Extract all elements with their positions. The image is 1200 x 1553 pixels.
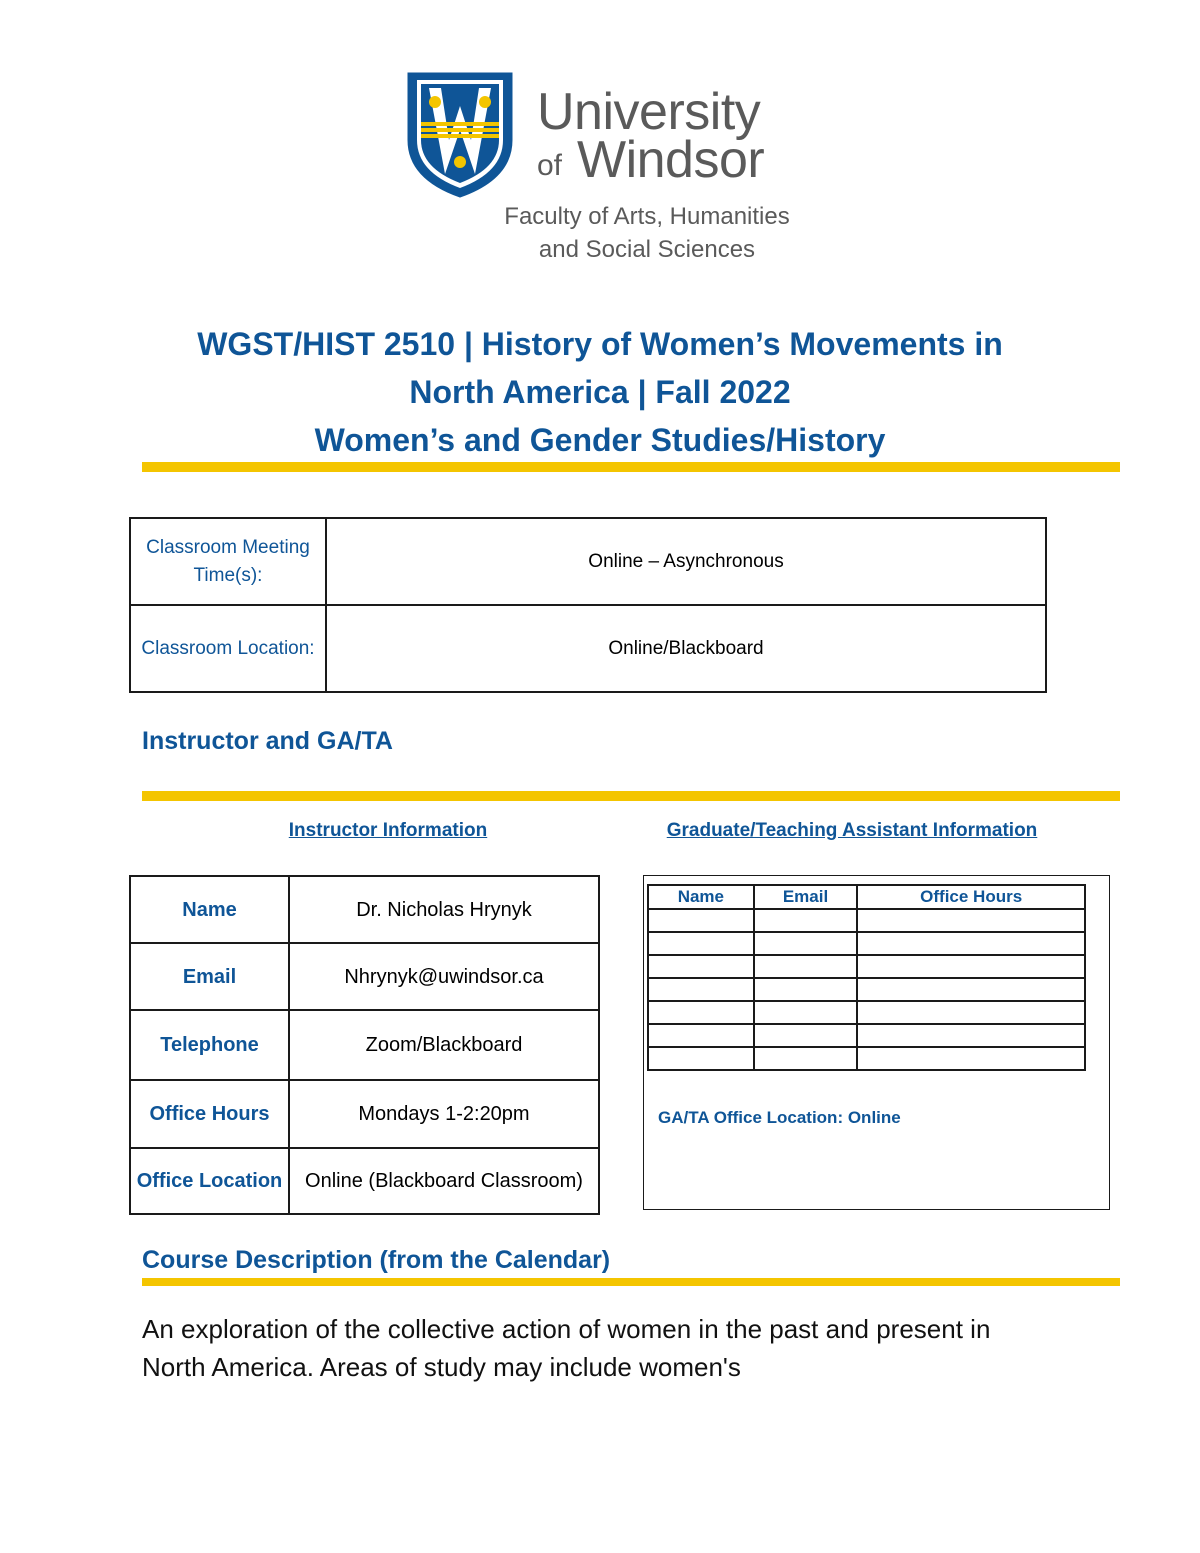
instructor-name-value: Dr. Nicholas Hrynyk [289, 876, 599, 943]
instructor-office-hours-label: Office Hours [130, 1080, 289, 1148]
ga-email-column-header: Email [754, 885, 858, 909]
table-cell [857, 978, 1085, 1001]
table-cell [754, 1024, 858, 1047]
classroom-time-label: Classroom Meeting Time(s): [130, 518, 326, 605]
table-cell [754, 978, 858, 1001]
table-cell [754, 932, 858, 955]
university-crest-icon [405, 70, 515, 198]
table-row [648, 955, 1085, 978]
table-cell [648, 1047, 754, 1070]
table-row [648, 909, 1085, 932]
table-row [130, 1148, 599, 1214]
instructor-email-value[interactable]: Nhrynyk@uwindsor.ca [289, 943, 599, 1010]
instructor-telephone-value: Zoom/Blackboard [289, 1010, 599, 1080]
faculty-name: Faculty of Arts, Humanities and Social Sciences [504, 203, 790, 263]
table-cell [754, 909, 858, 932]
table-cell [857, 955, 1085, 978]
course-title [100, 320, 1100, 464]
table-row [648, 978, 1085, 1001]
course-title-line2: North America | Fall 2022 [409, 374, 791, 410]
table-cell [648, 932, 754, 955]
university-name-line2: Windsor [577, 131, 765, 189]
table-row [648, 1001, 1085, 1024]
ga-office-location: GA/TA Office Location: Online [658, 1108, 901, 1127]
table-cell [648, 1001, 754, 1024]
table-row [648, 1024, 1085, 1047]
ga-table-header [648, 885, 1085, 909]
table-row [130, 605, 1046, 692]
ga-info-heading: Graduate/Teaching Assistant Information [666, 820, 1038, 841]
table-cell [857, 1024, 1085, 1047]
table-cell [648, 978, 754, 1001]
table-row [130, 1010, 599, 1080]
table-cell [754, 955, 858, 978]
table-row [648, 932, 1085, 955]
ga-name-column-header: Name [648, 885, 754, 909]
table-cell [857, 909, 1085, 932]
course-title-line1: WGST/HIST 2510 | History of Women’s Movements in [197, 326, 1003, 362]
instructor-divider [142, 791, 1120, 801]
instructor-office-location-value: Online (Blackboard Classroom) [289, 1148, 599, 1214]
classroom-time-value: Online – Asynchronous [326, 518, 1046, 605]
course-description-text: An exploration of the collective action of women in the past and present in North America. Areas of study may include women's [142, 1314, 991, 1382]
instructor-name-label: Name [130, 876, 289, 943]
instructor-section-heading: Instructor and GA/TA [142, 727, 393, 755]
course-title-line3: Women’s and Gender Studies/History [314, 422, 886, 458]
instructor-office-hours-value: Mondays 1-2:20pm [289, 1080, 599, 1148]
table-row [130, 943, 599, 1010]
ga-office-hours-column-header: Office Hours [857, 885, 1085, 909]
table-row [130, 876, 599, 943]
instructor-info-heading: Instructor Information [288, 820, 488, 841]
course-description-heading: Course Description (from the Calendar) [142, 1246, 611, 1274]
table-row [130, 518, 1046, 605]
instructor-email-label: Email [130, 943, 289, 1010]
table-cell [857, 1001, 1085, 1024]
table-row [648, 1047, 1085, 1070]
table-cell [648, 1024, 754, 1047]
instructor-table [129, 875, 600, 1215]
table-cell [648, 909, 754, 932]
title-divider [142, 462, 1120, 472]
table-cell [754, 1047, 858, 1070]
table-cell [857, 1047, 1085, 1070]
table-row [130, 1080, 599, 1148]
classroom-location-label: Classroom Location: [130, 605, 326, 692]
table-cell [857, 932, 1085, 955]
table-cell [754, 1001, 858, 1024]
course-description-divider [142, 1278, 1120, 1286]
ga-table [647, 884, 1086, 1071]
university-name-line1: University [537, 83, 761, 141]
classroom-table [129, 517, 1047, 693]
table-cell [648, 955, 754, 978]
instructor-office-location-label: Office Location [130, 1148, 289, 1214]
university-name-of: of [537, 149, 563, 182]
instructor-telephone-label: Telephone [130, 1010, 289, 1080]
classroom-location-value: Online/Blackboard [326, 605, 1046, 692]
